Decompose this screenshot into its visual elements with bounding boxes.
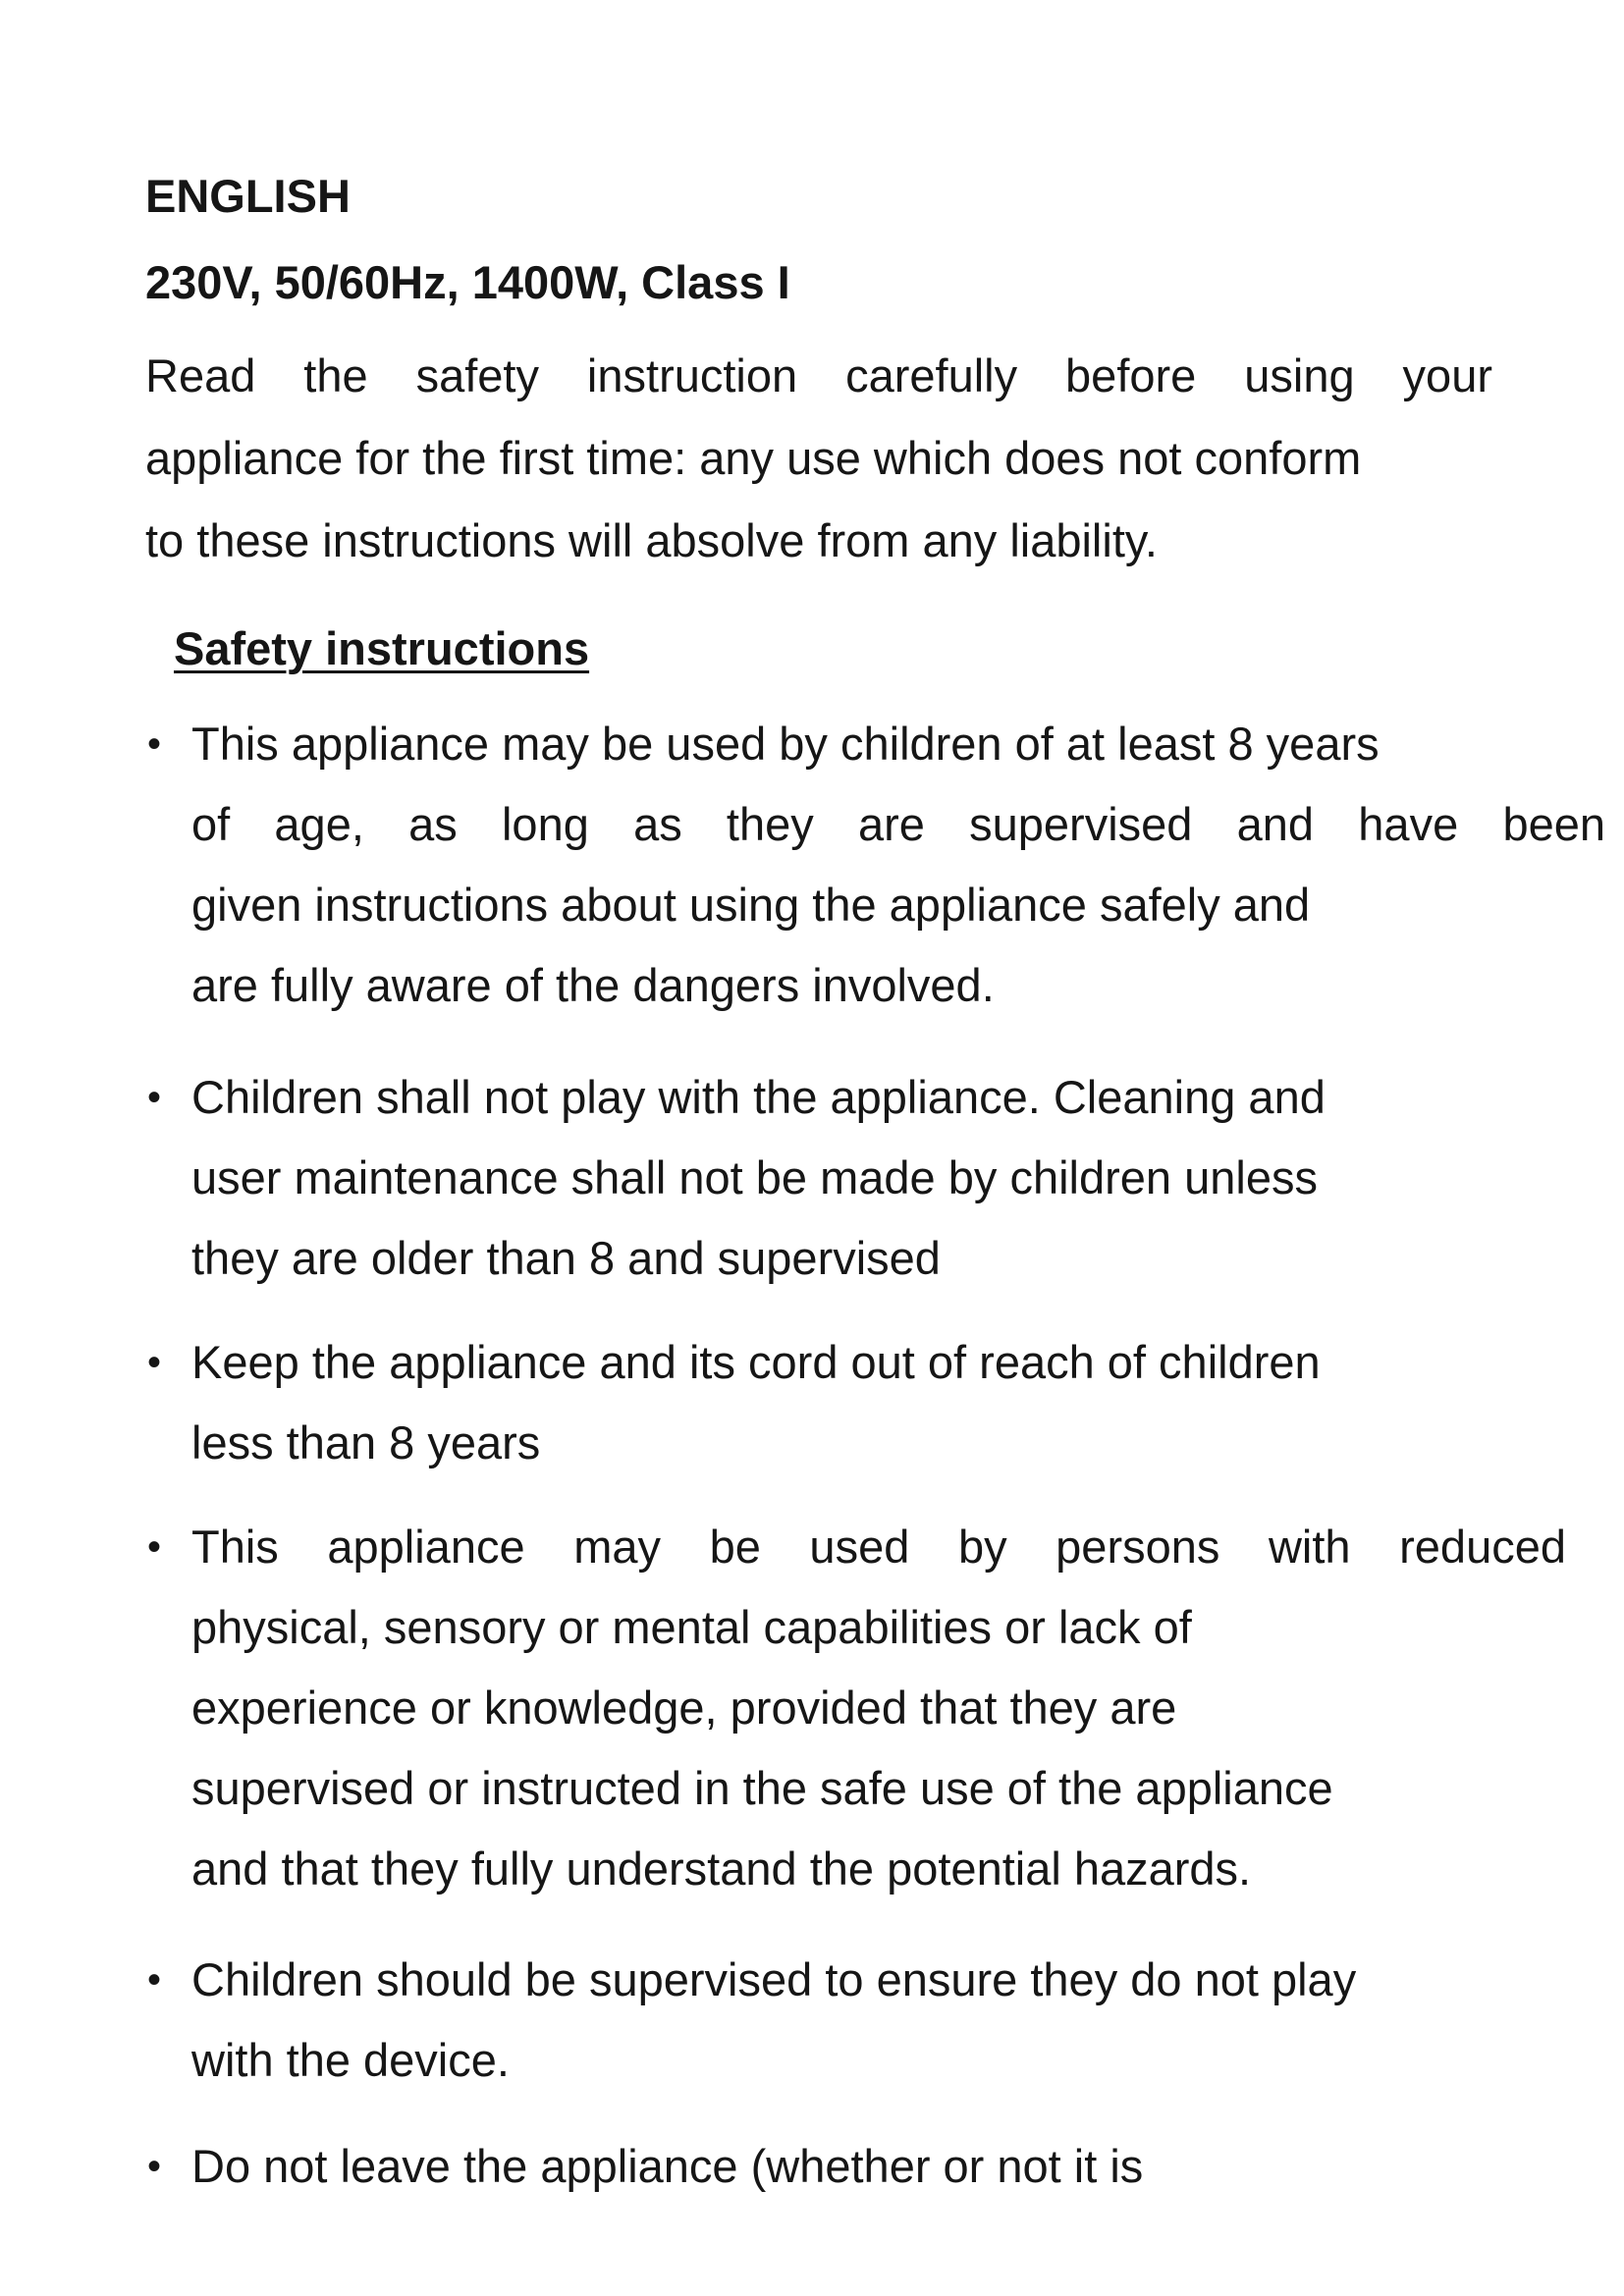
intro-paragraph: [145, 335, 1492, 582]
bullet-icon: •: [147, 1341, 162, 1384]
intro-line: to these instructions will absolve from any liability.: [145, 514, 1158, 566]
bullet-line: given instructions about using the appliance safely and: [191, 879, 1311, 931]
bullet-line: supervised or instructed in the safe use of the appliance: [191, 1762, 1333, 1814]
bullet-icon: •: [147, 722, 162, 766]
bullet-line: physical, sensory or mental capabilities or lack of: [191, 1601, 1192, 1653]
bullet-line: of age, as long as they are supervised and have been: [191, 798, 1605, 850]
intro-line: Read the safety instruction carefully before using your: [145, 349, 1492, 401]
bullet-line: are fully aware of the dangers involved.: [191, 959, 995, 1011]
bullet-icon: •: [147, 1076, 162, 1119]
bullet-line: This appliance may be used by children of at least 8 years: [191, 718, 1380, 770]
bullet-line: less than 8 years: [191, 1416, 541, 1468]
bullet-text: [191, 1940, 1561, 2101]
section-title: Safety instructions: [174, 622, 590, 674]
bullet-line: This appliance may be used by persons with reduced: [191, 1521, 1566, 1573]
intro-line: appliance for the first time: any use which does not conform: [145, 432, 1362, 484]
bullet-icon: •: [147, 1958, 162, 2002]
bullet-text: [191, 1507, 1566, 1909]
bullet-text: [191, 1322, 1561, 1483]
bullet-icon: •: [147, 2145, 162, 2188]
bullet-text: [191, 704, 1605, 1026]
bullet-text: [191, 1057, 1561, 1299]
bullet-icon: •: [147, 1525, 162, 1569]
bullet-line: with the device.: [191, 2034, 510, 2086]
language-heading: ENGLISH: [145, 170, 351, 222]
bullet-line: they are older than 8 and supervised: [191, 1232, 941, 1284]
bullet-line: and that they fully understand the potential hazards.: [191, 1842, 1252, 1895]
bullet-line: user maintenance shall not be made by children unless: [191, 1151, 1318, 1203]
bullet-line: Do not leave the appliance (whether or not it is: [191, 2140, 1144, 2192]
bullet-text: [191, 2126, 1561, 2207]
bullet-line: Children should be supervised to ensure they do not play: [191, 1953, 1357, 2005]
bullet-line: Keep the appliance and its cord out of reach of children: [191, 1336, 1321, 1388]
bullet-line: Children shall not play with the appliance. Cleaning and: [191, 1071, 1326, 1123]
spec-heading: 230V, 50/60Hz, 1400W, Class I: [145, 256, 790, 308]
bullet-line: experience or knowledge, provided that they are: [191, 1682, 1177, 1734]
